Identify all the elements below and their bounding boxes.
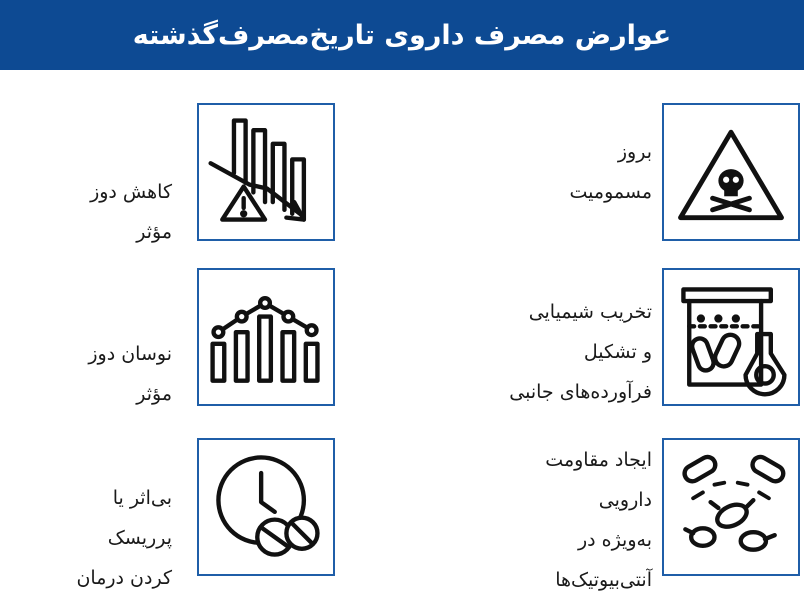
label-ineffective-treatment: بی‌اثر یا پرریسک کردن درمان — [76, 487, 172, 589]
pills-bacteria-icon — [662, 438, 800, 576]
header-banner — [0, 0, 804, 70]
declining-chart-warning-icon — [197, 103, 335, 241]
label-chemical-degradation: تخریب شیمیایی و تشکیل فرآورده‌های جانبی — [509, 301, 652, 403]
skull-crossbones-warning-icon — [662, 103, 800, 241]
fluctuating-bar-chart-icon — [197, 268, 335, 406]
page-title: عوارض مصرف داروی تاریخ‌مصرف‌گذشته — [132, 19, 672, 51]
chemistry-beaker-pills-icon — [662, 268, 800, 406]
label-poisoning: بروز مسمومیت — [569, 141, 652, 203]
label-dose-fluctuation: نوسان دوز مؤثر — [88, 343, 172, 405]
clock-pills-icon — [197, 438, 335, 576]
label-reduced-dose: کاهش دوز مؤثر — [90, 181, 172, 243]
label-drug-resistance: ایجاد مقاومت دارویی به‌ویژه در آنتی‌بیوتیک‌ها — [545, 449, 652, 591]
